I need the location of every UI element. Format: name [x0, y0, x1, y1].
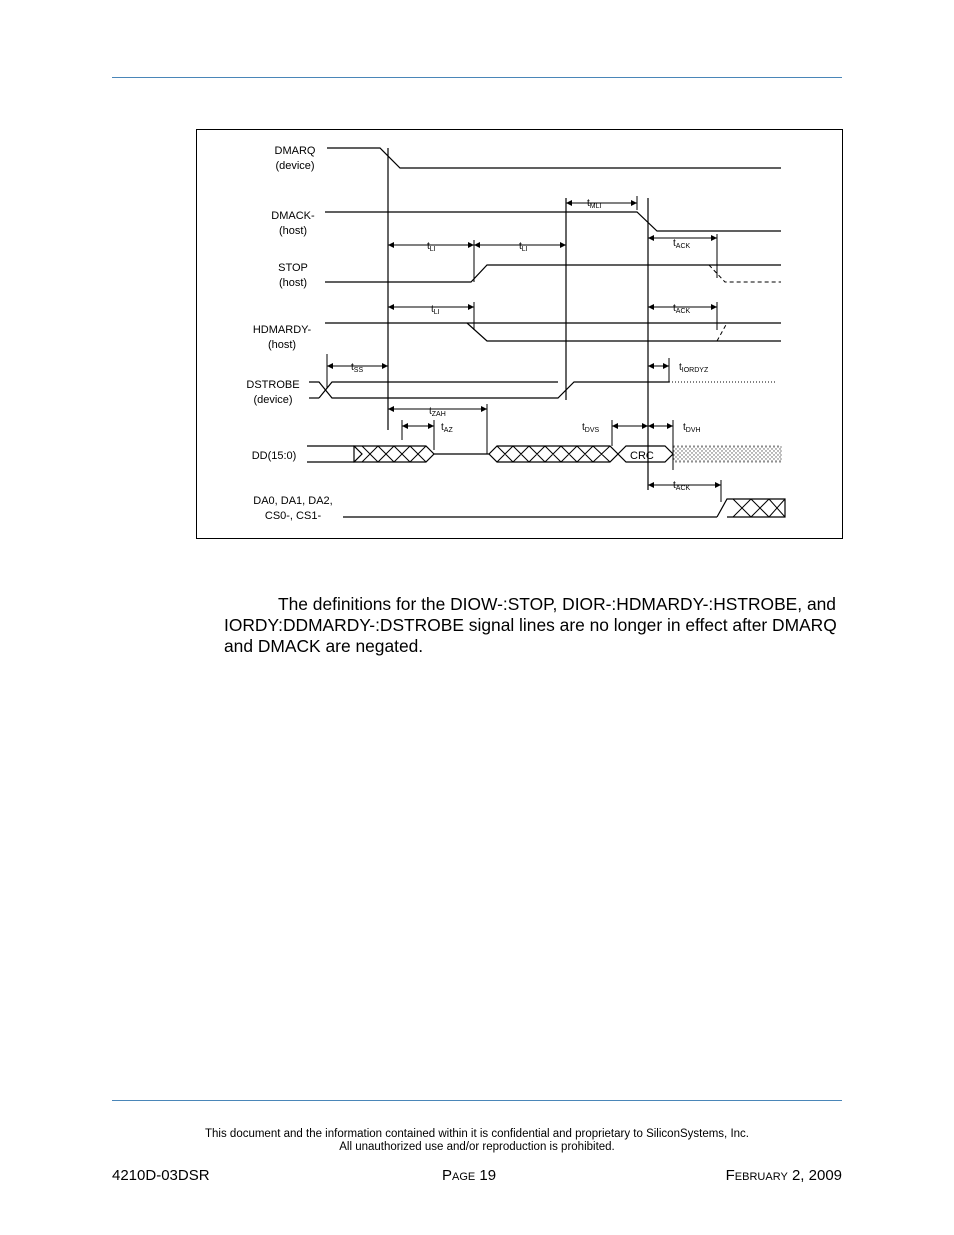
signal-label-dd: DD(15:0)	[251, 450, 297, 462]
wave-dmack	[325, 212, 781, 231]
da-hatch	[733, 499, 785, 517]
timing-label-tack-2: $t_{ACK}$	[673, 303, 691, 315]
date-month-rest: EBRUARY	[734, 1171, 788, 1183]
signal-sub-hdmardy: (host)	[267, 339, 297, 351]
dd-hatch-2	[497, 446, 610, 462]
signal-sub-da: CS0-, CS1-	[264, 510, 322, 522]
hdmardy-dashed	[717, 323, 781, 341]
signal-sub-dmarq: (device)	[275, 160, 315, 172]
signal-label-dmarq: DMARQ	[274, 145, 316, 157]
timing-label-tli-2: $t_{LI}$	[519, 241, 528, 253]
wave-hdmardy-low	[467, 323, 781, 341]
timing-label-tdvs: $t_{DVS}$	[582, 422, 600, 434]
wave-dstrobe-high	[319, 382, 558, 398]
page-word-initial: P	[442, 1167, 453, 1184]
wave-stop	[325, 265, 781, 282]
wave-dmarq	[327, 148, 781, 168]
signal-sub-dstrobe: (device)	[253, 394, 293, 406]
confidentiality-notice	[112, 1128, 842, 1154]
timing-label-tmli: $t_{MLI}$	[587, 198, 602, 210]
dd-dotted-region	[673, 446, 781, 462]
timing-label-tli-1: $t_{LI}$	[427, 241, 436, 253]
confidentiality-line-2: All unauthorized use and/or reproduction is prohibited.	[339, 1141, 615, 1153]
document-id: 4210D-03DSR	[112, 1167, 210, 1184]
timing-label-tack-1: $t_{ACK}$	[673, 238, 691, 250]
header-rule	[112, 77, 842, 78]
stop-dashed	[709, 265, 781, 282]
date-rest: 2, 2009	[791, 1167, 842, 1184]
signal-label-da: DA0, DA1, DA2,	[253, 495, 333, 507]
document-date	[726, 1167, 842, 1184]
wave-dd-first-data	[354, 446, 434, 462]
confidentiality-line-1: This document and the information contained within it is confidential and proprietary to SiliconSystems, Inc.	[205, 1128, 749, 1140]
timing-diagram-svg	[197, 130, 844, 540]
timing-label-tzah: $t_{ZAH}$	[429, 406, 446, 418]
timing-label-tss: $t_{SS}$	[351, 362, 364, 374]
crc-label: CRC	[630, 450, 654, 462]
timing-label-tiordyz: $t_{IORDYZ}$	[679, 362, 709, 374]
signal-label-dstrobe: DSTROBE	[246, 379, 300, 391]
signal-label-dmack: DMACK-	[271, 210, 315, 222]
timing-label-taz: $t_{AZ}$	[441, 422, 453, 434]
date-month-initial: F	[725, 1167, 735, 1184]
wave-da-change	[717, 499, 785, 517]
dd-hatch-1	[362, 446, 426, 462]
timing-diagram	[196, 129, 843, 539]
signal-sub-stop: (host)	[278, 277, 308, 289]
page-number	[442, 1167, 496, 1184]
page-word-rest: AGE	[452, 1171, 476, 1183]
signal-sub-dmack: (host)	[278, 225, 308, 237]
wave-dstrobe-low	[309, 382, 669, 398]
timing-label-tack-3: $t_{ACK}$	[673, 480, 691, 492]
page-number-value: 19	[479, 1167, 497, 1184]
signal-label-hdmardy: HDMARDY-	[252, 324, 312, 336]
timing-label-tdvh: $t_{DVH}$	[683, 422, 701, 434]
body-paragraph: The definitions for the DIOW-:STOP, DIOR-:HDMARDY-:HSTROBE, and IORDY:DDMARDY-:DSTROBE signal lines are no longer in effect after DMARQ and DMACK are negated.	[224, 594, 837, 656]
timing-label-tli-3: $t_{LI}$	[431, 304, 440, 316]
signal-label-stop: STOP	[278, 262, 308, 274]
footer-rule	[112, 1100, 842, 1101]
